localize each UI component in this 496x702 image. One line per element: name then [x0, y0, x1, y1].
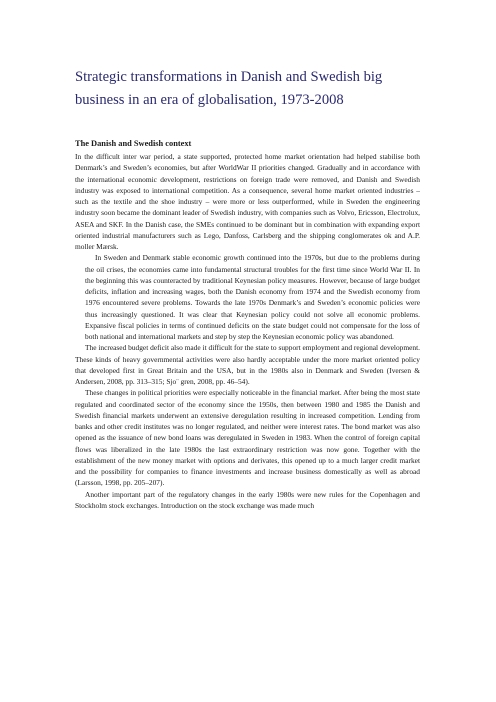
paragraph: In Sweden and Denmark stable economic growth continued into the 1970s, but due to the problems during the oil crises, the economies came into fundamental structural troubles for the first time since World War II. In the beginning this was counteracted by traditional Keynesian policy measures. However, because of large budget deficits, inflation and increasing wages, both the Danish economy from 1974 and the Swedish economy from 1976 encountered severe problems. Towards the late 1970s Denmark’s and Sweden’s economic policies were thus increasingly questioned. It was clear that Keynesian policy could not solve all economic problems. Expansive fiscal policies in terms of continued deficits on the state budget could not compensate for the loss of both national and international markets and step by step the Keynesian economic policy was abandoned. — [85, 253, 420, 341]
body-text — [75, 151, 420, 511]
paper-title: Strategic transformations in Danish and Swedish big business in an era of globalisation, 1973-2008 — [75, 69, 383, 108]
paragraph: These changes in political priorities were especially noticeable in the financial market. After being the most state regulated and coordinated sector of the economy since the 1950s, then between 1980 and 1985 the Danish and Swedish financial markets underwent an extensive deregulation resulting in increased competition. Lending from banks and other credit institutes was no longer regulated, and neither were interest rates. The bond market was also opened as the issuance of new bond loans was deregulated in Sweden in 1983. When the control of foreign capital flows was liberalized in the late 1980s the last extraordinary restriction was now gone. Together with the establishment of the new money market with options and derivates, this opened up to a much larger credit market and the possibility for companies to finance investments and increase business domestically as well as abroad (Larsson, 1998, pp. 205–207). — [75, 388, 420, 488]
section-heading: The Danish and Swedish context — [75, 139, 192, 148]
paragraph: Another important part of the regulatory changes in the early 1980s were new rules for the Copenhagen and Stockholm stock exchanges. Introduction on the stock exchange was made much — [75, 489, 420, 510]
paragraph: In the difficult inter war period, a state supported, protected home market orientation had helped stabilise both Denmark’s and Sweden’s economies, but after WorldWar II priorities changed. Gradually and in accordance with the international economic development, restrictions on foreign trade were removed, and Danish and Swedish industry was exposed to international competition. As a consequence, several home market oriented industries – such as the textile and the shoe industry – were more or less outperformed, while in Sweden the engineering industry soon became the dominant leader of Swedish industry, with companies such as Volvo, Ericsson, Electrolux, ASEA and SKF. In the Danish case, the SMEs continued to be dominant but in combination with expanding export oriented industrial manufacturers such as Lego, Danfoss, Carlsberg and the shipping conglomerates ok and A.P. moller Mærsk. — [75, 152, 420, 251]
paragraph: The increased budget deficit also made it difficult for the state to support employment and regional development. These kinds of heavy governmental activities were also hardly acceptable under the more market oriented policy that developed first in Great Britain and the USA, but in the 1980s also in Denmark and Sweden (Iversen & Andersen, 2008, pp. 313–315; Sjo¨ gren, 2008, pp. 46–54). — [75, 343, 420, 386]
